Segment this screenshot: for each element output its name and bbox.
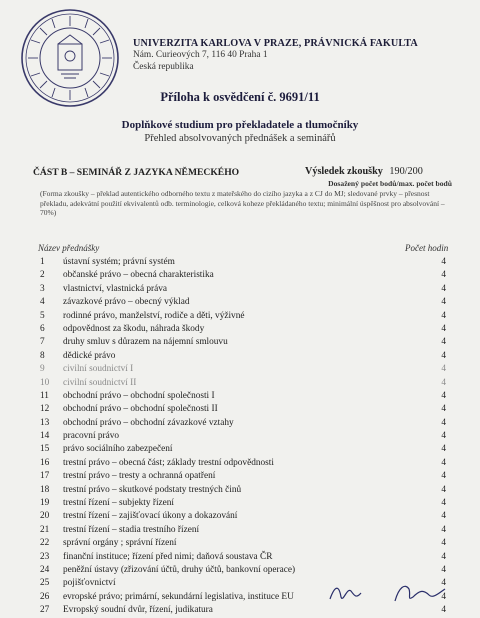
institution-country: Česká republika [133,62,194,72]
table-row [0,457,480,470]
lecture-name: ústavní systém; právní systém [63,257,175,267]
table-row [0,443,480,456]
table-row [0,470,480,483]
row-number: 27 [40,605,50,616]
lecture-hours: 4 [441,551,446,562]
row-number: 26 [40,591,50,602]
study-title: Doplňkové studium pro překladatele a tlumočníky [121,119,359,131]
lecture-name: trestní řízení – zajišťovací úkony a dokazování [63,511,238,522]
row-number: 3 [40,283,45,294]
lecture-hours: 4 [441,511,446,522]
lecture-hours: 4 [441,270,446,281]
lecture-name: občanské právo – obecná charakteristika [63,270,214,281]
table-row [0,390,480,403]
exam-result [305,166,423,177]
table-row [0,269,480,282]
lecture-hours: 4 [441,431,446,442]
part-title: ČÁST B – SEMINÁŘ Z JAZYKA NĚMECKÉHO [33,167,240,178]
row-number: 1 [40,257,45,267]
institution-address: Nám. Curieových 7, 116 40 Praha 1 [133,50,268,60]
table-row [0,377,480,390]
table-row [0,497,480,510]
lecture-hours: 4 [441,471,446,482]
row-number: 9 [40,364,45,375]
lecture-name: Evropský soudní dvůr, řízení, judikatura [63,605,213,616]
row-number: 11 [40,390,49,401]
row-number: 23 [40,551,50,562]
lecture-list [0,256,480,618]
row-number: 5 [40,310,45,321]
lecture-name: civilní soudnictví I [63,364,134,375]
lecture-hours: 4 [441,498,446,509]
lecture-name: evropské právo; primární, sekundární legislativa, instituce EU [63,591,294,602]
lecture-hours: 4 [441,283,446,294]
lecture-name: správní orgány ; správní řízení [63,538,177,549]
row-number: 25 [40,578,50,589]
lecture-name: pracovní právo [63,431,120,442]
table-row [0,524,480,537]
table-row [0,310,480,323]
lecture-name: odpovědnost za škodu, náhrada škody [63,323,205,334]
row-number: 18 [40,484,50,495]
lecture-name: dědické právo [63,350,116,361]
row-number: 8 [40,350,45,361]
result-value: 190/200 [389,166,423,177]
handwritten-signature-icon [325,577,475,607]
row-number: 24 [40,564,50,575]
row-number: 22 [40,538,50,549]
table-row [0,283,480,296]
lecture-hours: 4 [441,350,446,361]
table-row [0,417,480,430]
lecture-name: obchodní právo – obchodní společnosti I [63,390,215,401]
table-row [0,537,480,550]
table-row [0,336,480,349]
table-row [0,510,480,523]
column-header-hours: Počet hodin [405,243,449,253]
lecture-name: finanční instituce; řízení před nimi; daňová soustava ČR [63,551,273,562]
row-number: 4 [40,297,45,308]
lecture-hours: 4 [441,564,446,575]
attachment-title: Příloha k osvědčení č. 9691/11 [160,90,320,104]
row-number: 2 [40,270,45,281]
table-row [0,564,480,577]
lecture-name: obchodní právo – obchodní závazkové vztahy [63,417,234,428]
table-row [0,350,480,363]
table-row [0,403,480,416]
exam-note: (Forma zkoušky – překlad autentického odborného textu z mateřského do cizího jazyka a z CJ do MJ; sledované prvky – přesnost překladu, adekvátní použití ekvivalentů odb. terminologie, celková koheze překládaného textu; minimální úspěšnost pro absolvování – 70%) [40,189,445,217]
row-number: 14 [40,431,50,442]
row-number: 13 [40,417,50,428]
points-note: Dosažený počet bodů/max. počet bodů [328,179,452,188]
lecture-hours: 4 [441,323,446,334]
lecture-hours: 4 [441,364,446,375]
lecture-name: civilní soudnictví II [63,377,137,388]
row-number: 20 [40,511,50,522]
table-row [0,296,480,309]
lecture-hours: 4 [441,605,446,616]
lecture-hours: 4 [441,444,446,455]
lecture-name: peněžní ústavy (zřizování účtů, druhy účtů, bankovní operace) [63,564,296,575]
lecture-hours: 4 [441,404,446,415]
row-number: 12 [40,404,50,415]
lecture-hours: 4 [441,257,446,267]
row-number: 7 [40,337,45,348]
table-row [0,430,480,443]
table-row [0,323,480,336]
lecture-hours: 4 [441,297,446,308]
lecture-hours: 4 [441,337,446,348]
lecture-name: obchodní právo – obchodní společnosti II [63,404,218,415]
lecture-hours: 4 [441,390,446,401]
lecture-name: druhy smluv s důrazem na nájemní smlouvu [63,337,228,348]
row-number: 19 [40,498,50,509]
lecture-hours: 4 [441,524,446,535]
subtitle: Přehled absolvovaných přednášek a seminářů [144,133,336,144]
lecture-name: rodinné právo, manželství, rodiče a děti, výživné [63,310,245,321]
lecture-name: trestní právo – skutkové podstaty trestných činů [63,484,242,495]
row-number: 10 [40,377,50,388]
table-row [0,484,480,497]
row-number: 6 [40,323,45,334]
row-number: 17 [40,471,50,482]
lecture-hours: 4 [441,484,446,495]
lecture-hours: 4 [441,457,446,468]
table-row [0,551,480,564]
lecture-name: trestní řízení – stadia trestního řízení [63,524,200,535]
lecture-name: trestní právo – obecná část; základy trestní odpovědnosti [63,457,274,468]
lecture-hours: 4 [441,578,446,589]
result-label: Výsledek zkoušky [305,166,383,177]
row-number: 16 [40,457,50,468]
lecture-name: právo sociálního zabezpečení [63,444,173,455]
institution-name: UNIVERZITA KARLOVA V PRAZE, PRÁVNICKÁ FAKULTA [133,38,418,49]
institution-block [133,38,473,73]
lecture-hours: 4 [441,377,446,388]
lecture-name: trestní řízení – subjekty řízení [63,498,175,509]
lecture-name: vlastnictví, vlastnická práva [63,283,168,294]
lecture-hours: 4 [441,310,446,321]
row-number: 15 [40,444,50,455]
lecture-hours: 4 [441,417,446,428]
table-row [0,256,480,269]
lecture-hours: 4 [441,591,446,602]
row-number: 21 [40,524,50,535]
table-row [0,363,480,376]
column-header-name: Název přednášky [38,243,100,253]
lecture-name: pojišťovnictví [63,578,116,589]
lecture-name: závazkové právo – obecný výklad [63,297,190,308]
lecture-name: trestní právo – tresty a ochranná opatření [63,471,216,482]
lecture-hours: 4 [441,538,446,549]
